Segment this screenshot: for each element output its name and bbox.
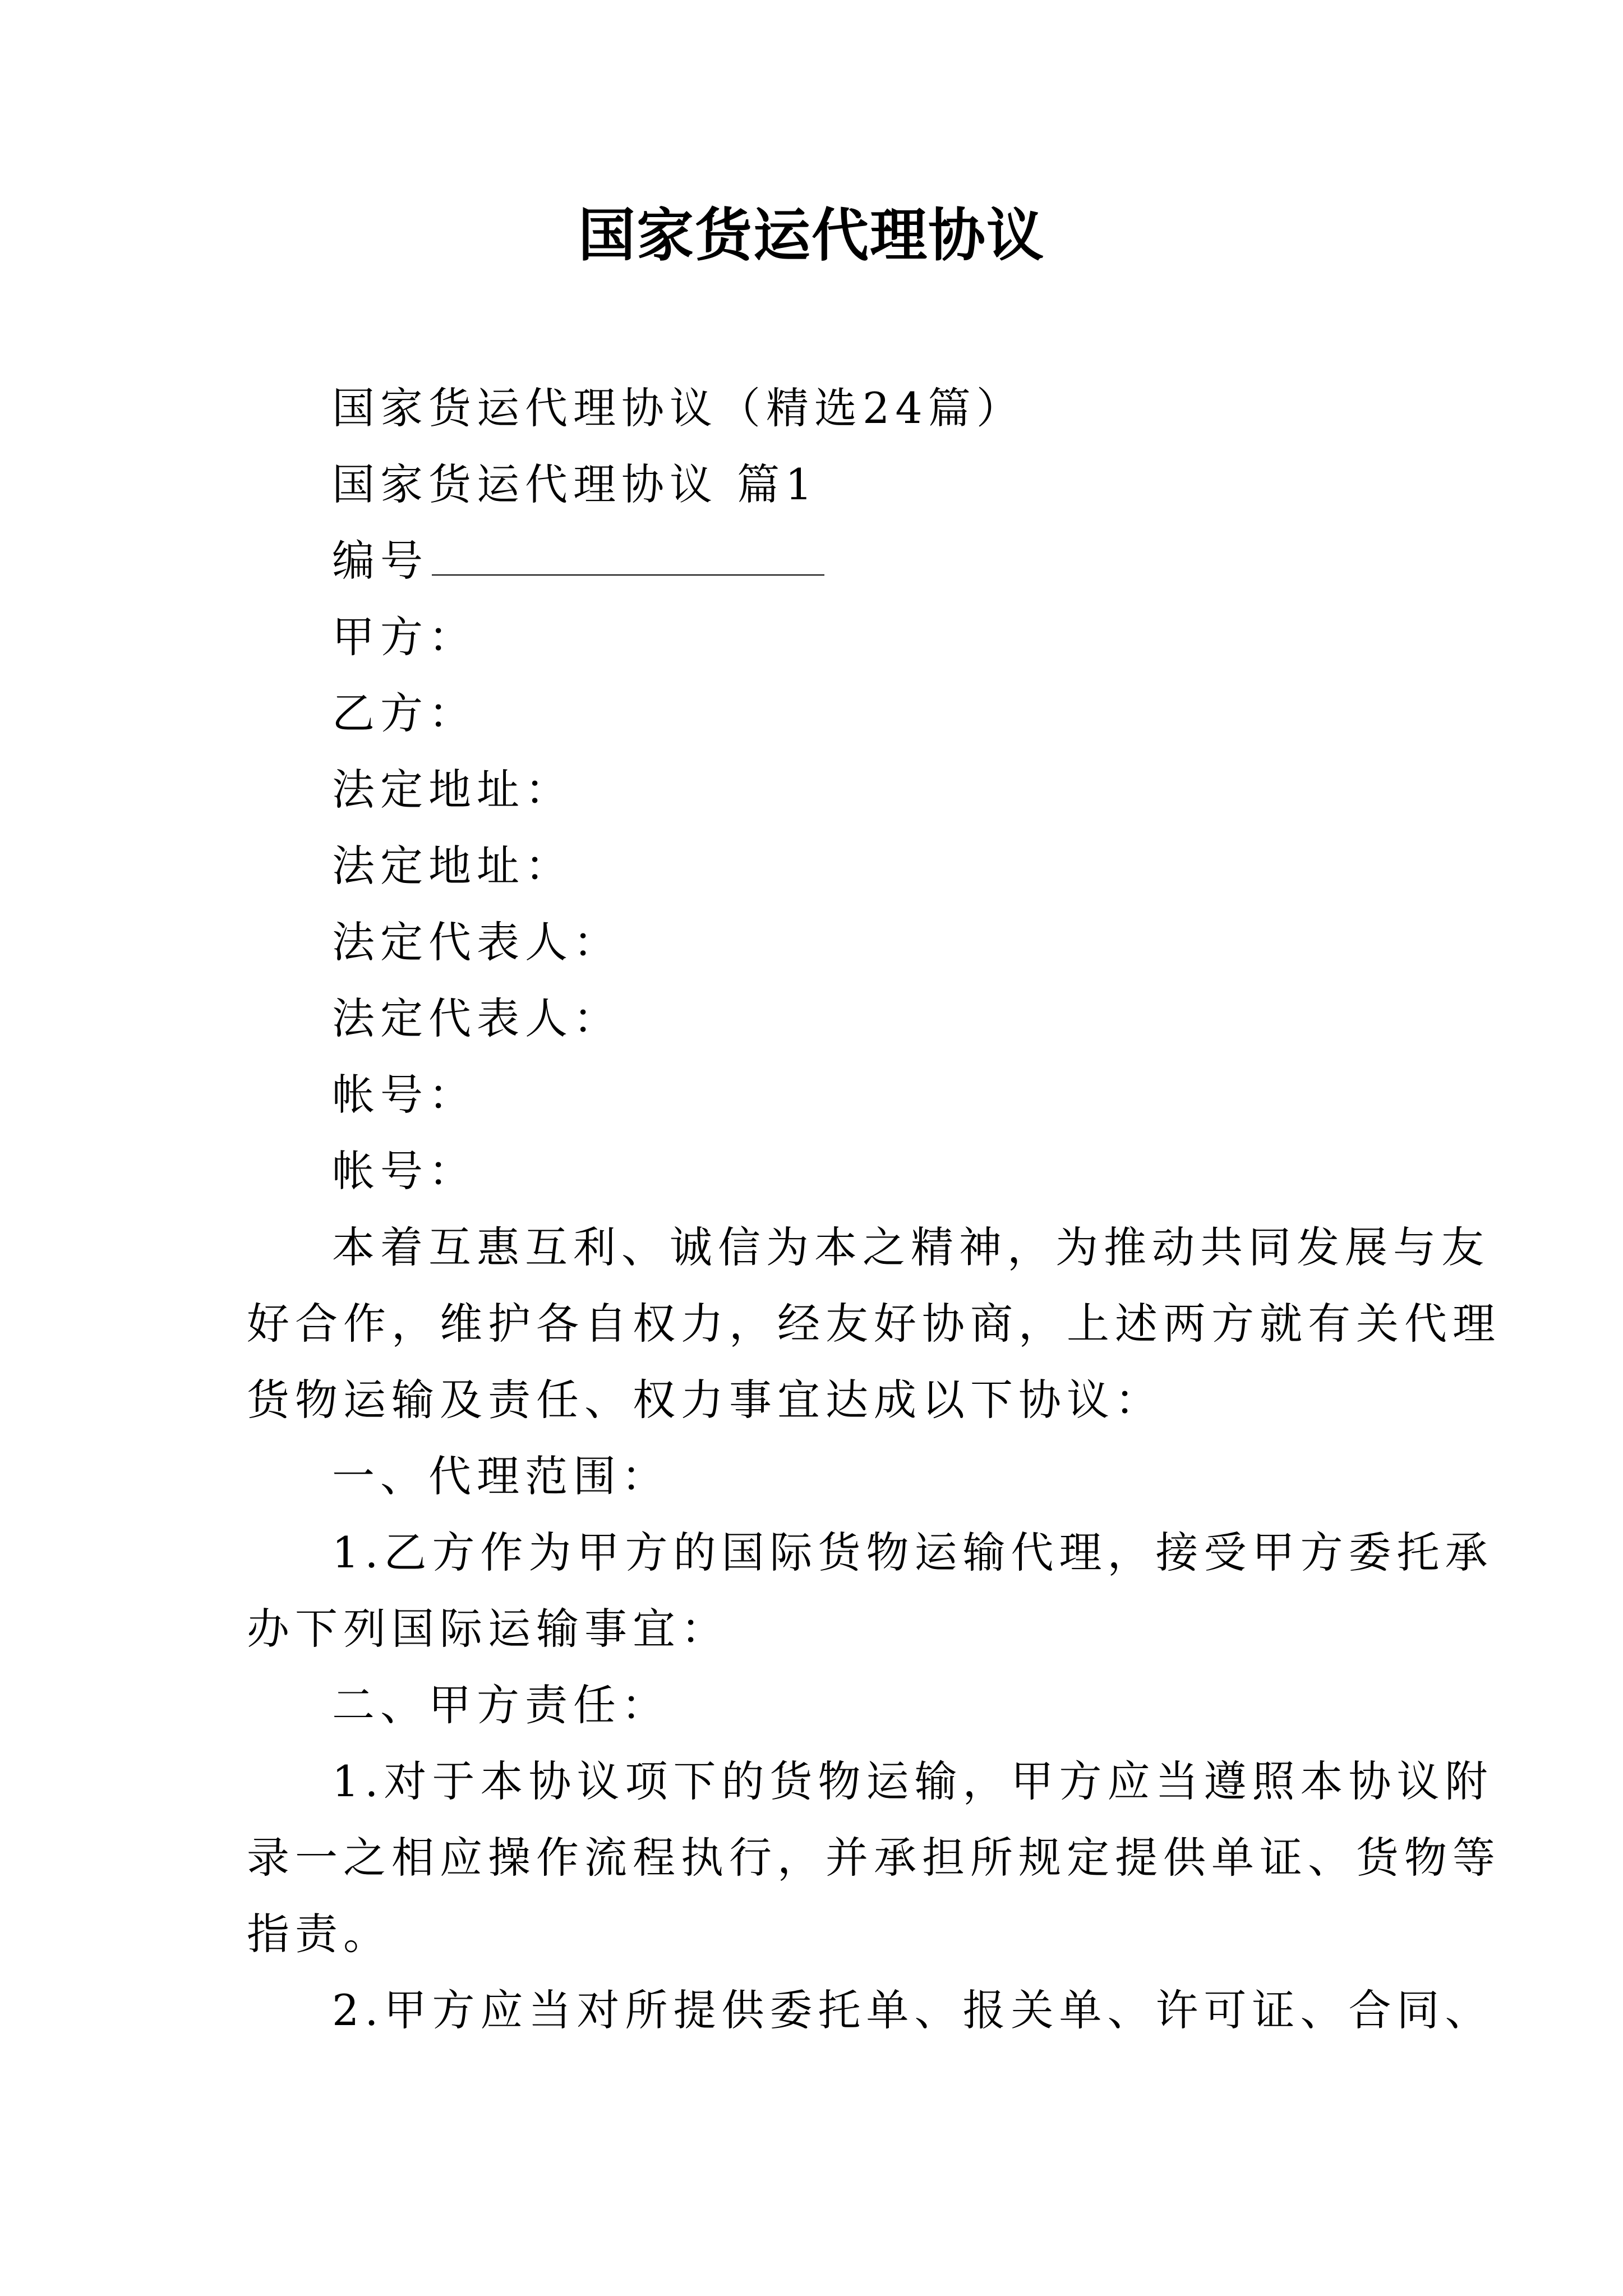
document-body [247,370,1501,2049]
clause-2-item-1-line: 1.对于本协议项下的货物运输，甲方应当遵照本协议附 [332,1756,1493,1806]
preamble-line: 好合作，维护各自权力，经友好协商，上述两方就有关代理 [247,1299,1501,1349]
clause-1-item-1-line: 1.乙方作为甲方的国际货物运输代理，接受甲方委托承 [332,1527,1493,1577]
address-a-label: 法定地址： [332,765,573,815]
section-heading: 国家货运代理协议 篇1 [332,459,818,509]
subtitle: 国家货运代理协议（精选24篇） [332,383,1025,433]
clause-2-item-1-line: 指责。 [247,1909,391,1959]
account-b-label: 帐号： [332,1146,477,1196]
clause-2-item-1-line: 录一之相应操作流程执行，并承担所规定提供单证、货物等 [247,1833,1501,1883]
clause-2-heading: 二、甲方责任： [332,1680,670,1730]
clause-1-item-1-line: 办下列国际运输事宜： [247,1604,729,1654]
number-label: 编号 [332,536,428,586]
clause-2-item-2-line: 2.甲方应当对所提供委托单、报关单、许可证、合同、 [332,1985,1493,2035]
party-a-label: 甲方： [332,612,477,662]
account-a-label: 帐号： [332,1070,477,1120]
preamble-line: 本着互惠互利、诚信为本之精神，为推动共同发展与友 [332,1222,1490,1272]
number-blank [432,541,824,576]
number-line [247,523,1391,599]
address-b-label: 法定地址： [332,841,573,891]
rep-b-label: 法定代表人： [332,993,621,1043]
clause-1-heading: 一、代理范围： [332,1451,670,1501]
preamble-line: 货物运输及责任、权力事宜达成以下协议： [247,1375,1163,1425]
party-b-label: 乙方： [332,688,477,738]
rep-a-label: 法定代表人： [332,917,621,967]
document-title: 国家货运代理协议 [578,202,1045,269]
